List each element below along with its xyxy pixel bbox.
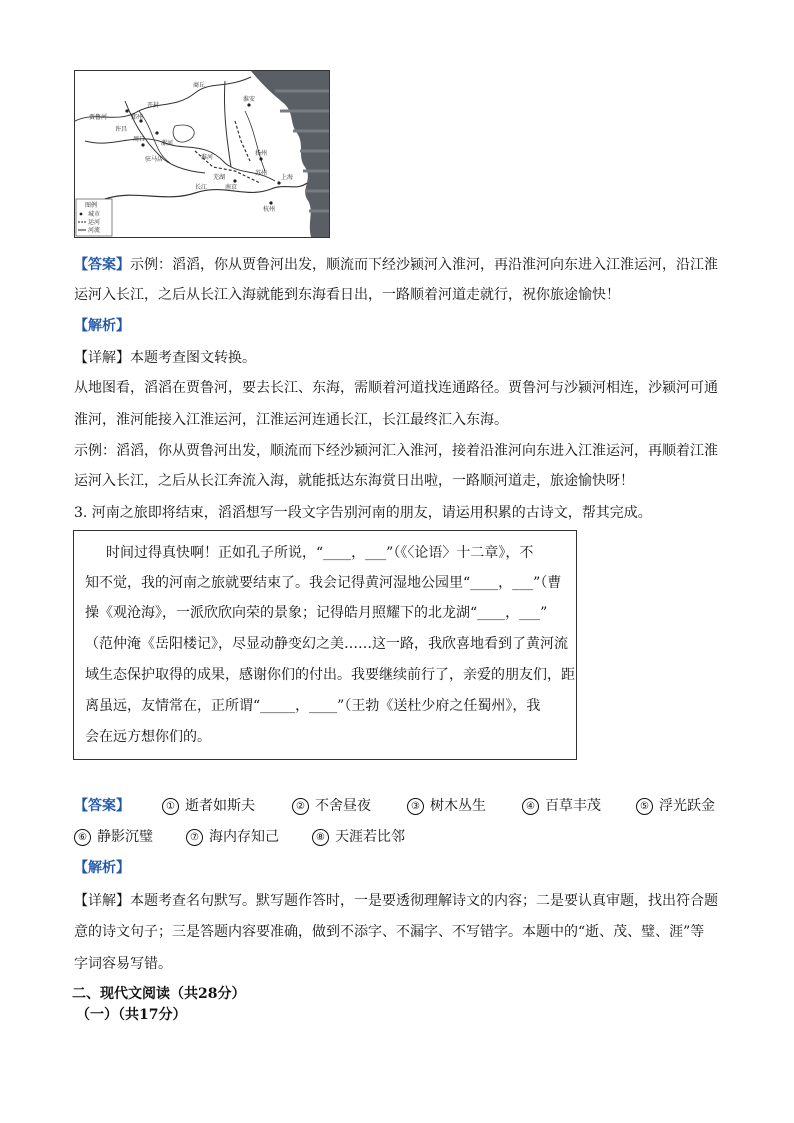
analysis1-p4: 运河入长江，之后从长江奔流入海，就能抵达东海赏日出啦，一路顺河道走，旅途愉快呀！ — [74, 473, 634, 489]
map-label: 郑州 — [131, 114, 144, 121]
detail-tag: 【详解】 — [74, 350, 130, 366]
answer-item — [292, 795, 371, 817]
item-text: 浮光跃金 — [659, 798, 715, 814]
map-label: 长江 — [195, 184, 208, 191]
answer-item — [636, 795, 715, 817]
detail-text: 本题考查名句默写。默写题作答时，一是要透彻理解诗文的内容；二是要认真审题，找出符合题 — [130, 893, 718, 909]
poem-line: 时间过得真快啊！正如孔子所说，“____，___”（《〈论语〉十二章》，不 — [106, 545, 534, 561]
poem-line: （范仲淹《岳阳楼记》，尽显动静变幻之美……这一路，我欣喜地看到了黄河流 — [85, 636, 568, 652]
analysis1-p1: 从地图看，滔滔在贾鲁河，要去长江、东海，需顺着河道找连通路径。贾鲁河与沙颍河相连，沙颍河可通 — [74, 380, 718, 396]
poem-line: 离虽远，友情常在，正所谓“_____，____”（王勃《送杜少府之任蜀州》，我 — [85, 698, 541, 714]
answer-item — [522, 795, 601, 817]
map-label: 南京 — [225, 184, 238, 191]
legend-item: 运河 — [88, 219, 101, 226]
answer-item — [162, 795, 255, 817]
item-num: ③ — [407, 798, 424, 815]
analysis3-p3: 字词容易写错。 — [74, 956, 172, 972]
item-num: ⑥ — [74, 829, 91, 846]
item-text: 天涯若比邻 — [335, 829, 405, 845]
map-label: 苏州 — [255, 170, 268, 177]
detail-text: 本题考查图文转换。 — [130, 350, 256, 366]
section-subtitle: （一）（共17分） — [76, 1007, 187, 1023]
map-label: 上海 — [281, 174, 294, 181]
map-label: 驻马店 — [145, 156, 164, 163]
item-num: ⑦ — [186, 829, 203, 846]
map-label: 贾鲁河 — [89, 114, 108, 121]
legend-title: 图例 — [85, 202, 98, 209]
map-figure — [74, 70, 330, 238]
map-label: 芜湖 — [213, 174, 226, 181]
analysis3-p2: 意的诗文句子；三是答题内容要准确，做到不添字、不漏字、不写错字。本题中的“逝、茂、璧、涯”等 — [74, 924, 705, 940]
answer-item — [407, 795, 486, 817]
poem-line: 知不觉，我的河南之旅就要结束了。我会记得黄河湿地公园里“____，___”（曹 — [85, 575, 562, 591]
map-label: 商丘 — [193, 82, 206, 89]
legend-item: 城市 — [88, 211, 101, 218]
item-num: ④ — [522, 798, 539, 815]
section-title: 二、现代文阅读（共28分） — [72, 986, 246, 1002]
answer-item — [74, 826, 153, 848]
item-num: ② — [292, 798, 309, 815]
item-num: ① — [162, 798, 179, 815]
item-text: 不舍昼夜 — [315, 798, 371, 814]
map-label: 许昌 — [115, 126, 128, 133]
item-text: 逝者如斯夫 — [185, 798, 255, 814]
analysis1-p3: 示例：滔滔，你从贾鲁河出发，顺流而下经沙颍河汇入淮河，接着沿淮河向东进入江淮运河，再顺着江淮 — [74, 443, 718, 459]
analysis1-detail — [74, 348, 734, 368]
poem-line: 操《观沧海》，一派欣欣向荣的景象；记得皓月照耀下的北龙湖“____，___” — [85, 605, 548, 621]
analysis1-tag: 【解析】 — [74, 318, 130, 334]
item-text: 海内存知己 — [209, 829, 279, 845]
poem-line: 域生态保护取得的成果，感谢你们的付出。我要继续前行了，亲爱的朋友们，距 — [85, 667, 575, 683]
poem-line: 会在远方想你们的。 — [85, 729, 211, 745]
answer-tag: 【答案】 — [74, 798, 130, 814]
map-label: 漯河 — [161, 140, 174, 147]
map-label: 开封 — [147, 102, 160, 109]
answer3-row2 — [74, 826, 734, 848]
answer-text: 示例：滔滔，你从贾鲁河出发，顺流而下经沙颍河入淮河，再沿淮河向东进入江淮运河，沿江淮 — [130, 257, 718, 273]
huai-river — [85, 139, 275, 181]
analysis3-p1 — [74, 891, 734, 911]
answer-tag: 【答案】 — [74, 257, 130, 273]
map-label: 杭州 — [263, 206, 276, 213]
map-label: 淮河 — [201, 154, 214, 161]
answer1-line2: 运河入长江，之后从长江入海就能到东海看日出，一路顺着河道走就行，祝你旅途愉快！ — [74, 287, 620, 303]
item-text: 静影沉璧 — [97, 829, 153, 845]
answer1-line1 — [74, 255, 734, 275]
detail-tag: 【详解】 — [74, 893, 130, 909]
item-num: ⑤ — [636, 798, 653, 815]
analysis3-tag: 【解析】 — [74, 860, 130, 876]
item-num: ⑧ — [312, 829, 329, 846]
item-text: 百草丰茂 — [545, 798, 601, 814]
answer3-row1 — [74, 795, 734, 817]
river-map — [75, 71, 329, 237]
poem-box — [73, 530, 577, 760]
map-label: 淮安 — [243, 96, 256, 103]
item-text: 树木丛生 — [430, 798, 486, 814]
analysis1-p2: 淮河，淮河能接入江淮运河，江淮运河连通长江，长江最终汇入东海。 — [74, 412, 508, 428]
answer-item — [186, 826, 279, 848]
answer-item — [312, 826, 405, 848]
legend-item: 河流 — [88, 227, 101, 234]
map-label: 扬州 — [255, 150, 268, 157]
map-label: 周口 — [133, 136, 146, 143]
question3-text: 3. 河南之旅即将结束，滔滔想写一段文字告别河南的朋友，请运用积累的古诗文，帮其完成。 — [74, 505, 652, 521]
